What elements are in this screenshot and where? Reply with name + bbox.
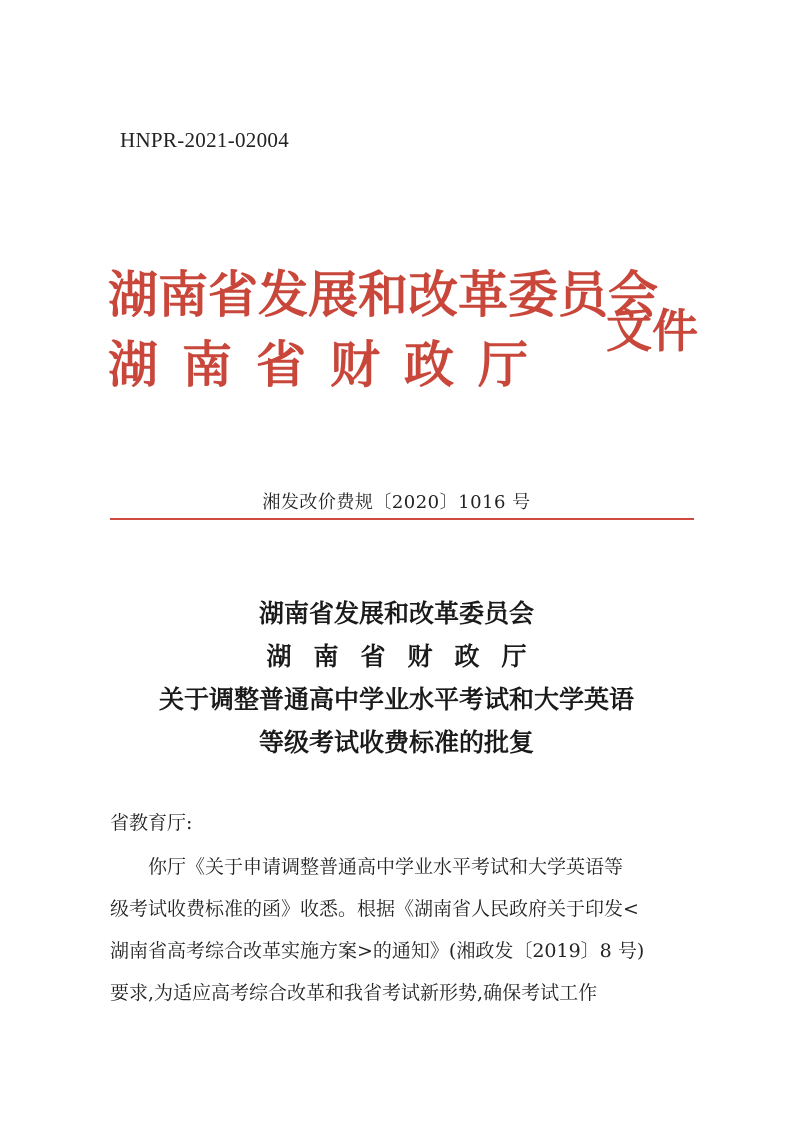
body-line: 要求,为适应高考综合改革和我省考试新形势,确保考试工作 (110, 982, 598, 1004)
document-number: 湘发改价费规〔2020〕1016 号 (262, 492, 531, 513)
body-line: 你厅《关于申请调整普通高中学业水平考试和大学英语等 (148, 856, 624, 878)
title-line-4: 等级考试收费标准的批复 (258, 728, 534, 757)
document-title (0, 592, 793, 764)
header-issuer-2: 湖南省财政厅 (108, 335, 552, 394)
title-line-3: 关于调整普通高中学业水平考试和大学英语 (158, 685, 634, 714)
header-issuer-1: 湖南省发展和改革委员会 (108, 265, 658, 324)
title-line-1: 湖南省发展和改革委员会 (258, 599, 534, 628)
red-header (108, 265, 708, 420)
body-line: 级考试收费标准的函》收悉。根据《湖南省人民政府关于印发< (110, 898, 639, 920)
body-line: 湖南省高考综合改革实施方案>的通知》(湘政发〔2019〕8 号) (110, 940, 645, 962)
body-paragraph (110, 846, 694, 1014)
document-code: HNPR-2021-02004 (120, 128, 290, 152)
red-divider-line (110, 518, 694, 520)
title-line-2: 湖南省财政厅 (266, 642, 549, 671)
header-suffix: 文件 (606, 304, 698, 358)
salutation: 省教育厅: (110, 812, 193, 834)
